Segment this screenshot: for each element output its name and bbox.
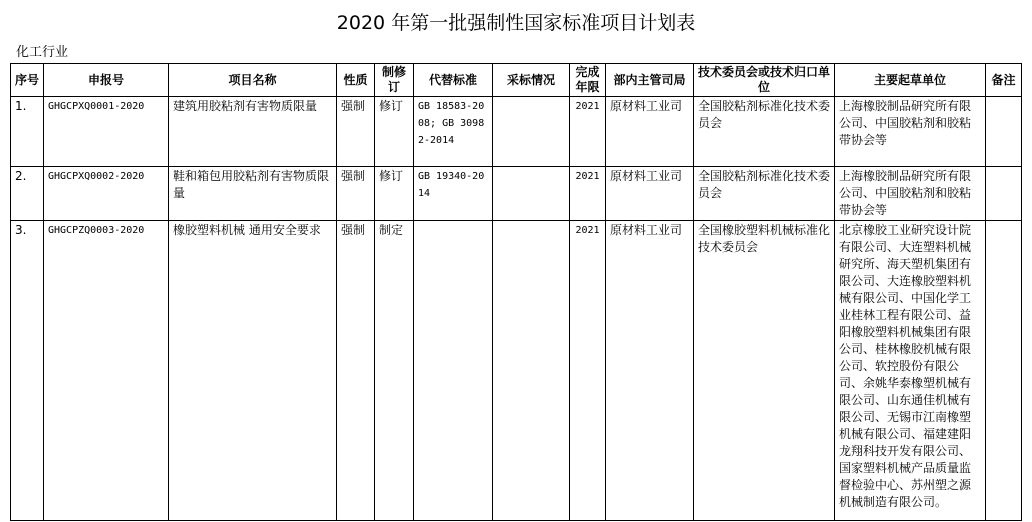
header-dept: 部内主管司局 bbox=[606, 64, 694, 97]
cell-name: 建筑用胶粘剂有害物质限量 bbox=[169, 97, 337, 167]
cell-drafters: 上海橡胶制品研究所有限公司、中国胶粘剂和胶粘带协会等 bbox=[835, 167, 986, 221]
header-replace-std: 代替标准 bbox=[414, 64, 493, 97]
header-row bbox=[11, 64, 1022, 97]
header-deadline: 完成年限 bbox=[570, 64, 606, 97]
industry-label: 化工行业 bbox=[16, 45, 69, 60]
cell-committee: 全国胶粘剂标准化技术委员会 bbox=[694, 167, 835, 221]
cell-deadline: 2021 bbox=[570, 97, 606, 167]
header-nature: 性质 bbox=[337, 64, 375, 97]
header-remark: 备注 bbox=[986, 64, 1022, 97]
cell-nature: 强制 bbox=[337, 167, 375, 221]
cell-deadline: 2021 bbox=[570, 167, 606, 221]
cell-seq: 2. bbox=[11, 167, 44, 221]
cell-adopt bbox=[493, 167, 570, 221]
cell-adopt bbox=[493, 97, 570, 167]
cell-committee: 全国胶粘剂标准化技术委员会 bbox=[694, 97, 835, 167]
cell-deadline: 2021 bbox=[570, 221, 606, 521]
cell-revise: 制定 bbox=[375, 221, 414, 521]
header-name: 项目名称 bbox=[169, 64, 337, 97]
header-drafters: 主要起草单位 bbox=[835, 64, 986, 97]
cell-remark bbox=[986, 221, 1022, 521]
cell-dept: 原材料工业司 bbox=[606, 97, 694, 167]
plan-table bbox=[10, 63, 1022, 521]
cell-name: 橡胶塑料机械 通用安全要求 bbox=[169, 221, 337, 521]
cell-seq: 1. bbox=[11, 97, 44, 167]
table-row bbox=[11, 97, 1022, 167]
cell-seq: 3. bbox=[11, 221, 44, 521]
cell-nature: 强制 bbox=[337, 97, 375, 167]
cell-dept: 原材料工业司 bbox=[606, 221, 694, 521]
cell-adopt bbox=[493, 221, 570, 521]
cell-remark bbox=[986, 167, 1022, 221]
header-seq: 序号 bbox=[11, 64, 44, 97]
cell-drafters: 北京橡胶工业研究设计院有限公司、大连塑料机械研究所、海天塑机集团有限公司、大连橡胶塑料机械有限公司、中国化学工业桂林工程有限公司、益阳橡胶塑料机械集团有限公司、桂林橡胶机械有限公司、软控股份有限公司、余姚华泰橡塑机械有限公司、山东通佳机械有限公司、无锡市江南橡塑机械有限公司、福建建阳龙翔科技开发有限公司、国家塑料机械产品质量监督检验中心、苏州塑之源机械制造有限公司。 bbox=[835, 221, 986, 521]
cell-replace-std: GB 18583-2008; GB 30982-2014 bbox=[414, 97, 493, 167]
cell-remark bbox=[986, 97, 1022, 167]
cell-revise: 修订 bbox=[375, 167, 414, 221]
cell-apply-no: GHGCPZQ0003-2020 bbox=[44, 221, 169, 521]
cell-replace-std: GB 19340-2014 bbox=[414, 167, 493, 221]
header-committee: 技术委员会或技术归口单位 bbox=[694, 64, 835, 97]
cell-name: 鞋和箱包用胶粘剂有害物质限量 bbox=[169, 167, 337, 221]
cell-revise: 修订 bbox=[375, 97, 414, 167]
cell-nature: 强制 bbox=[337, 221, 375, 521]
header-revise: 制修订 bbox=[375, 64, 414, 97]
cell-dept: 原材料工业司 bbox=[606, 167, 694, 221]
table-row bbox=[11, 221, 1022, 521]
cell-drafters: 上海橡胶制品研究所有限公司、中国胶粘剂和胶粘带协会等 bbox=[835, 97, 986, 167]
header-adopt: 采标情况 bbox=[493, 64, 570, 97]
cell-apply-no: GHGCPXQ0002-2020 bbox=[44, 167, 169, 221]
cell-apply-no: GHGCPXQ0001-2020 bbox=[44, 97, 169, 167]
table-row bbox=[11, 167, 1022, 221]
cell-replace-std bbox=[414, 221, 493, 521]
cell-committee: 全国橡胶塑料机械标准化技术委员会 bbox=[694, 221, 835, 521]
page-title: 2020 年第一批强制性国家标准项目计划表 bbox=[336, 12, 696, 34]
header-apply-no: 申报号 bbox=[44, 64, 169, 97]
